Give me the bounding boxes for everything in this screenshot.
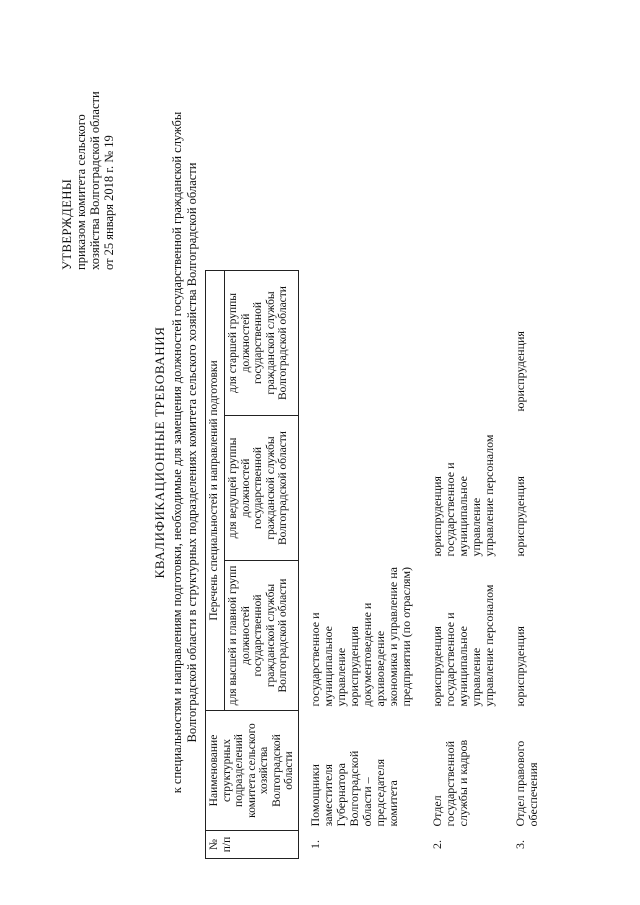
- specialty: экономика и управление на предприятии (по отраслям): [385, 566, 413, 707]
- specialty: юриспруденция: [429, 476, 444, 557]
- row-name: Отдел правового обеспечения: [512, 740, 540, 827]
- table-row: [298, 271, 421, 859]
- requirements-table: [205, 270, 548, 859]
- specialty: управление персоналом: [481, 434, 496, 557]
- specialty: управление персоналом: [481, 584, 496, 707]
- table-row: [421, 271, 504, 859]
- row-senior: [421, 271, 504, 416]
- specialty: юриспруденция: [429, 626, 444, 707]
- header-group: Перечень специальностей и направлений подготовки: [206, 271, 225, 711]
- row-num: 2.: [429, 840, 444, 849]
- approval-heading: УТВЕРЖДЕНЫ: [60, 178, 74, 270]
- row-highest: [298, 561, 421, 711]
- row-highest: [504, 561, 548, 711]
- document-title: КВАЛИФИКАЦИОННЫЕ ТРЕБОВАНИЯ: [152, 326, 167, 579]
- header-highest: для высшей и главной групп должностей государственной гражданской службы Волгоградской области: [225, 561, 298, 711]
- subtitle-line: к специальностям и направлениям подготовки, необходимые для замещения должностей государственной гражданской службы: [170, 111, 184, 794]
- row-highest: [421, 561, 504, 711]
- row-senior: [298, 271, 421, 416]
- subtitle-line: Волгоградской области в структурных подразделениях комитета сельского хозяйства Волгоградской области: [185, 162, 199, 743]
- specialty: документоведение и архивоведение: [359, 602, 387, 707]
- row-leading: [421, 416, 504, 561]
- specialty: юриспруденция: [346, 626, 361, 707]
- header-leading: для ведущей группы должностей государственной гражданской службы Волгоградской области: [225, 416, 298, 561]
- specialty: юриспруденция: [512, 626, 527, 707]
- approval-line: приказом комитета сельского: [74, 114, 88, 270]
- document-subtitle: [170, 0, 200, 905]
- row-name: Отдел государственной службы и кадров: [429, 739, 470, 827]
- row-leading: [504, 416, 548, 561]
- row-senior: [504, 271, 548, 416]
- header-senior: для старшей группы должностей государственной гражданской службы Волгоградской области: [225, 271, 298, 416]
- table-row: [504, 271, 548, 859]
- row-num: 1.: [307, 840, 322, 849]
- row-name: Помощники заместителя Губернатора Волгоградской области – председателя комитета: [307, 750, 400, 827]
- specialty: юриспруденция: [512, 476, 527, 557]
- header-name: Наименование структурных подразделений комитета сельского хозяйства Волгоградской области: [206, 711, 299, 831]
- specialty: юриспруденция: [512, 331, 527, 412]
- row-num: 3.: [512, 840, 527, 849]
- approval-line: от 25 января 2018 г. № 19: [102, 135, 116, 270]
- specialty: государственное и муниципальное управление: [442, 612, 483, 707]
- approval-stamp: [60, 20, 116, 270]
- specialty: государственное и муниципальное управление: [307, 612, 348, 707]
- header-num: № п/п: [206, 831, 299, 859]
- approval-line: хозяйства Волгоградской области: [88, 91, 102, 270]
- row-leading: [298, 416, 421, 561]
- specialty: государственное и муниципальное управление: [442, 462, 483, 557]
